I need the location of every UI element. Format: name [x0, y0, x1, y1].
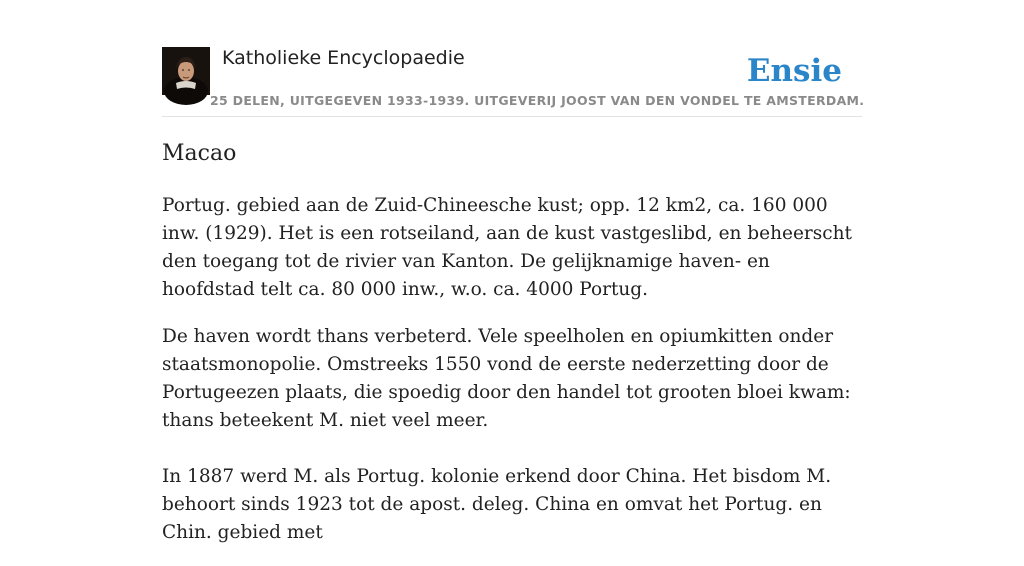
source-title[interactable]: Katholieke Encyclopaedie — [222, 47, 465, 69]
portrait-icon — [162, 47, 210, 95]
article-paragraph: In 1887 werd M. als Portug. kolonie erkend door China. Het bisdom M. behoort sinds 1923 tot de apost. deleg. China en omvat het Portug. en Chin. gebied met — [162, 466, 832, 543]
article — [162, 138, 862, 566]
article-paragraph: De haven wordt thans verbeterd. Vele speelholen en opiumkitten onder staatsmonopolie. Omstreeks 1550 vond de eerste nederzetting door de Portugeezen plaats, die spoedig door den handel tot grooten bloei kwam: thans beteekent M. niet veel meer. — [162, 326, 851, 431]
article-title: Macao — [162, 141, 237, 166]
source-avatar[interactable] — [162, 47, 210, 95]
source-subtitle: 25 DELEN, UITGEGEVEN 1933-1939. UITGEVERIJ JOOST VAN DEN VONDEL TE AMSTERDAM. — [210, 93, 865, 108]
site-header — [162, 46, 865, 117]
brand-logo[interactable]: Ensie — [746, 53, 842, 89]
article-paragraph: Portug. gebied aan de Zuid-Chineesche kust; opp. 12 km2, ca. 160 000 inw. (1929). Het is een rotseiland, aan de kust vastgeslibd, en beheerscht den toegang tot de rivier van Kanton. De gelijknamige haven- en hoofdstad telt ca. 80 000 inw., w.o. ca. 4000 Portug. — [162, 195, 852, 300]
